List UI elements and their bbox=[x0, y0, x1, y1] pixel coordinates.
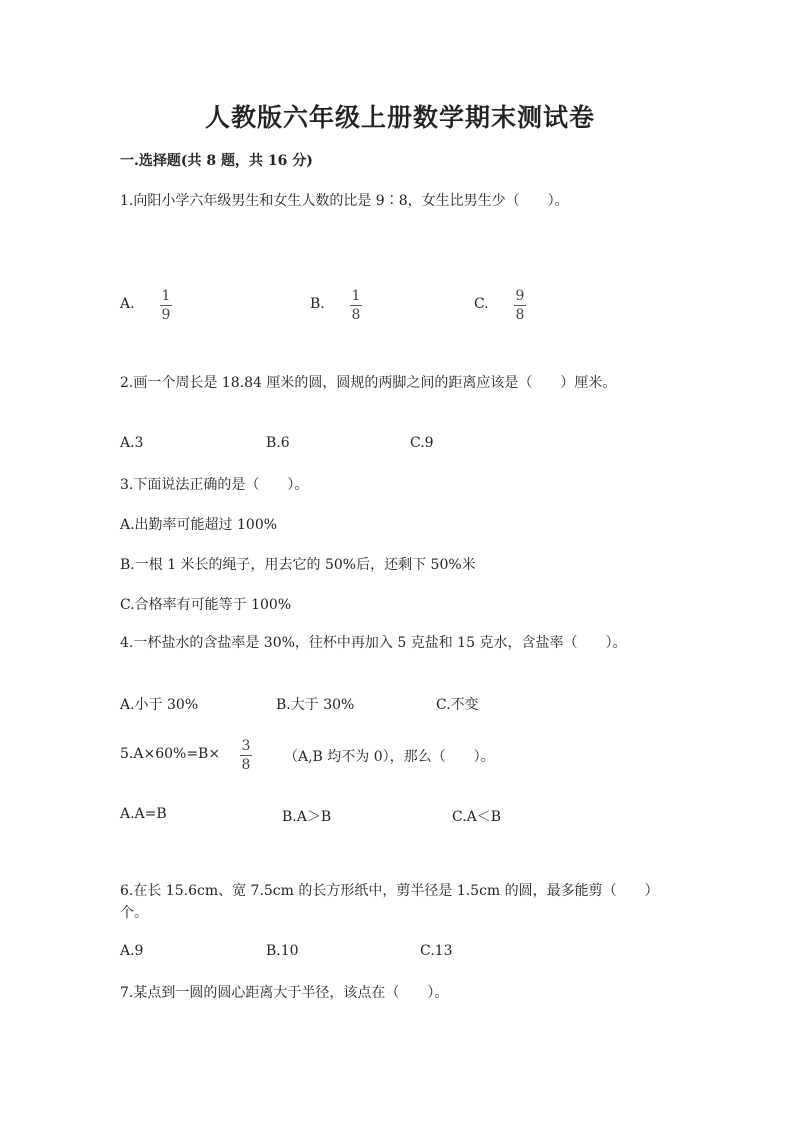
fraction-bar bbox=[160, 305, 172, 306]
question-5-suffix: （A,B 均不为 0），那么（ ）。 bbox=[284, 749, 495, 765]
question-1: 1.向阳小学六年级男生和女生人数的比是 9∶8，女生比男生少（ ）。 bbox=[120, 193, 569, 209]
q5-option-c: C.A＜B bbox=[452, 809, 502, 825]
denominator: 9 bbox=[161, 307, 171, 323]
page-title: 人教版六年级上册数学期末测试卷 bbox=[204, 103, 595, 132]
q4-option-b: B.大于 30% bbox=[276, 697, 355, 713]
q6-option-a: A.9 bbox=[120, 943, 144, 959]
q5-option-a: A.A=B bbox=[120, 806, 167, 822]
q1-option-a-fraction bbox=[160, 288, 172, 323]
q2-option-a: A.3 bbox=[120, 435, 144, 451]
q4-option-a: A.小于 30% bbox=[120, 697, 199, 713]
denominator: 8 bbox=[515, 307, 525, 323]
numerator: 9 bbox=[515, 288, 525, 304]
question-3: 3.下面说法正确的是（ ）。 bbox=[120, 477, 309, 493]
numerator: 3 bbox=[241, 738, 251, 754]
q4-option-c: C.不变 bbox=[436, 697, 479, 713]
q5-fraction bbox=[240, 738, 252, 773]
q1-option-c-label: C. bbox=[474, 296, 489, 312]
denominator: 8 bbox=[241, 757, 251, 773]
fraction-bar bbox=[514, 305, 526, 306]
q3-option-b: B.一根 1 米长的绳子，用去它的 50%后，还剩下 50%米 bbox=[120, 557, 476, 573]
q6-option-c: C.13 bbox=[420, 943, 453, 959]
question-7: 7.某点到一圆的圆心距离大于半径，该点在（ ）。 bbox=[120, 985, 449, 1001]
question-4: 4.一杯盐水的含盐率是 30%，往杯中再加入 5 克盐和 15 克水，含盐率（ ）。 bbox=[120, 635, 627, 651]
question-6: 6.在长 15.6cm、宽 7.5cm 的长方形纸中，剪半径是 1.5cm 的圆，最多能剪（ ）个。 bbox=[120, 883, 659, 921]
denominator: 8 bbox=[351, 307, 361, 323]
question-2: 2.画一个周长是 18.84 厘米的圆，圆规的两脚之间的距离应该是（ ）厘米。 bbox=[120, 375, 617, 391]
fraction-bar bbox=[350, 305, 362, 306]
q5-option-b: B.A＞B bbox=[282, 809, 332, 825]
q1-option-b-label: B. bbox=[310, 296, 325, 312]
q2-option-b: B.6 bbox=[266, 435, 290, 451]
q1-option-c-fraction bbox=[514, 288, 526, 323]
q2-option-c: C.9 bbox=[410, 435, 434, 451]
question-5-prefix: 5.A×60%=B× bbox=[120, 746, 221, 762]
q1-option-a-label: A. bbox=[120, 296, 135, 312]
q3-option-a: A.出勤率可能超过 100% bbox=[120, 517, 278, 533]
q3-option-c: C.合格率有可能等于 100% bbox=[120, 597, 292, 613]
q6-option-b: B.10 bbox=[266, 943, 299, 959]
fraction-bar bbox=[240, 755, 252, 756]
q1-option-b-fraction bbox=[350, 288, 362, 323]
numerator: 1 bbox=[351, 288, 361, 304]
section-heading: 一.选择题(共 8 题，共 16 分) bbox=[120, 153, 313, 169]
numerator: 1 bbox=[161, 288, 171, 304]
